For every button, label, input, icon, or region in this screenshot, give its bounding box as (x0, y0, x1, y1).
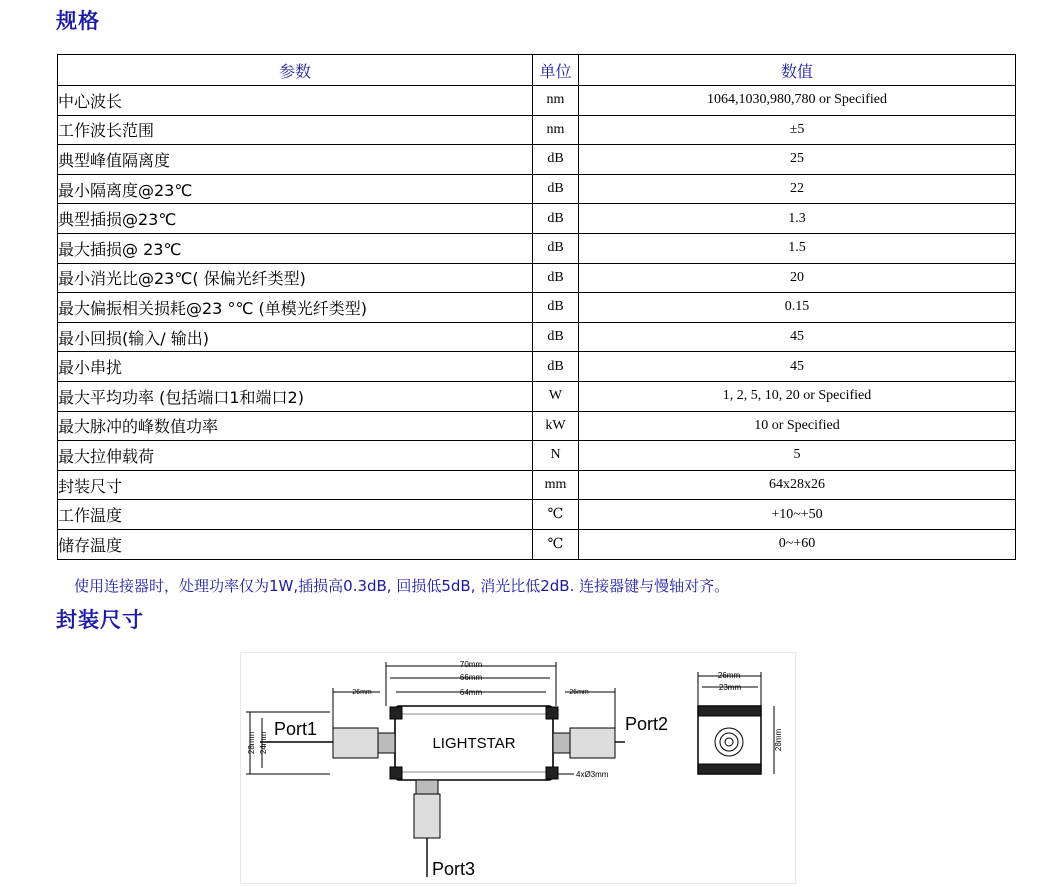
spec-unit-cell: dB (533, 293, 579, 323)
spec-unit-cell: dB (533, 322, 579, 352)
spec-value-cell: ±5 (579, 115, 1016, 145)
dim-70-label: 70mm (459, 660, 483, 669)
spec-unit-cell: W (533, 381, 579, 411)
spec-value-cell: 1064,1030,980,780 or Specified (579, 86, 1016, 116)
spec-row (58, 529, 1016, 559)
port3-label: Port3 (432, 859, 476, 879)
spec-unit-cell: dB (533, 233, 579, 263)
dim-64-label: 64mm (459, 688, 483, 697)
mount-tab (546, 767, 558, 779)
spec-param-cell: 最小消光比@23℃( 保偏光纤类型) (58, 263, 533, 293)
spec-value-cell: +10~+50 (579, 500, 1016, 530)
port2-label: Port2 (625, 714, 669, 734)
spec-value-cell: 45 (579, 352, 1016, 382)
side-26-label: 26mm (717, 671, 741, 680)
spec-value-cell: 25 (579, 145, 1016, 175)
spec-row (58, 441, 1016, 471)
dim-28-label: 28mm (247, 731, 256, 755)
spec-row (58, 500, 1016, 530)
spec-table (57, 54, 1016, 560)
spec-value-cell: 1, 2, 5, 10, 20 or Specified (579, 381, 1016, 411)
spec-value-cell: 22 (579, 174, 1016, 204)
spec-unit-cell: dB (533, 263, 579, 293)
spec-unit-cell: dB (533, 174, 579, 204)
dim-24-label: 24mm (259, 731, 268, 755)
spec-row (58, 204, 1016, 234)
spec-param-cell: 最小串扰 (58, 352, 533, 382)
package-dimension-drawing (240, 652, 800, 884)
spec-param-cell: 储存温度 (58, 529, 533, 559)
port1-collimator (333, 728, 378, 758)
header-value: 数值 (579, 55, 1016, 86)
spec-param-cell: 中心波长 (58, 86, 533, 116)
spec-unit-cell: ℃ (533, 529, 579, 559)
port2-collimator (570, 728, 615, 758)
spec-value-cell: 0.15 (579, 293, 1016, 323)
spec-row (58, 381, 1016, 411)
spec-unit-cell: nm (533, 86, 579, 116)
spec-value-cell: 5 (579, 441, 1016, 471)
spec-param-cell: 最小隔离度@23℃ (58, 174, 533, 204)
mount-tab (390, 707, 402, 719)
side-28-label: 28mm (774, 728, 783, 752)
spec-unit-cell: kW (533, 411, 579, 441)
spec-param-cell: 最大脉冲的峰数值功率 (58, 411, 533, 441)
spec-value-cell: 64x28x26 (579, 470, 1016, 500)
package-section-title: 封装尺寸 (56, 608, 144, 632)
spec-param-cell: 最大偏振相关损耗@23 °℃ (单模光纤类型) (58, 293, 533, 323)
spec-unit-cell: ℃ (533, 500, 579, 530)
header-unit: 单位 (533, 55, 579, 86)
spec-value-cell: 45 (579, 322, 1016, 352)
dim-66-label: 66mm (459, 673, 483, 682)
spec-param-cell: 最大平均功率 (包括端口1和端口2) (58, 381, 533, 411)
spec-unit-cell: mm (533, 470, 579, 500)
spec-param-cell: 典型插损@23℃ (58, 204, 533, 234)
spec-param-cell: 最大拉伸载荷 (58, 441, 533, 471)
side-23-label: 23mm (718, 683, 742, 692)
spec-value-cell: 1.3 (579, 204, 1016, 234)
spec-unit-cell: dB (533, 145, 579, 175)
spec-value-cell: 20 (579, 263, 1016, 293)
spec-row (58, 322, 1016, 352)
spec-row (58, 115, 1016, 145)
side-view-port-outer (715, 728, 743, 756)
spec-table-header-row (58, 55, 1016, 86)
spec-unit-cell: nm (533, 115, 579, 145)
mount-tab (546, 707, 558, 719)
spec-unit-cell: dB (533, 352, 579, 382)
brand-label: LIGHTSTAR (432, 735, 516, 752)
spec-row (58, 293, 1016, 323)
spec-value-cell: 10 or Specified (579, 411, 1016, 441)
spec-param-cell: 典型峰值隔离度 (58, 145, 533, 175)
port1-label: Port1 (274, 719, 318, 739)
spec-param-cell: 工作波长范围 (58, 115, 533, 145)
dim-26-left-label: 26mm (352, 689, 372, 696)
spec-row (58, 233, 1016, 263)
connector-note: 使用连接器时，处理功率仅为1W,插损高0.3dB, 回损低5dB, 消光比低2dB. 连接器键与慢轴对齐。 (74, 577, 730, 595)
spec-row (58, 470, 1016, 500)
spec-param-cell: 封装尺寸 (58, 470, 533, 500)
spec-row (58, 411, 1016, 441)
spec-param-cell: 最大插损@ 23℃ (58, 233, 533, 263)
spec-value-cell: 0~+60 (579, 529, 1016, 559)
spec-param-cell: 工作温度 (58, 500, 533, 530)
port3-collimator (414, 794, 440, 838)
spec-row (58, 86, 1016, 116)
mount-tab (390, 767, 402, 779)
dim-26-right-label: 26mm (569, 689, 589, 696)
spec-row (58, 145, 1016, 175)
spec-row (58, 263, 1016, 293)
header-param: 参数 (58, 55, 533, 86)
spec-unit-cell: dB (533, 204, 579, 234)
spec-section-title: 规格 (56, 9, 100, 33)
spec-unit-cell: N (533, 441, 579, 471)
spec-row (58, 352, 1016, 382)
spec-value-cell: 1.5 (579, 233, 1016, 263)
spec-param-cell: 最小回损(输入/ 输出) (58, 322, 533, 352)
spec-row (58, 174, 1016, 204)
hole-label: 4xØ3mm (576, 770, 609, 779)
